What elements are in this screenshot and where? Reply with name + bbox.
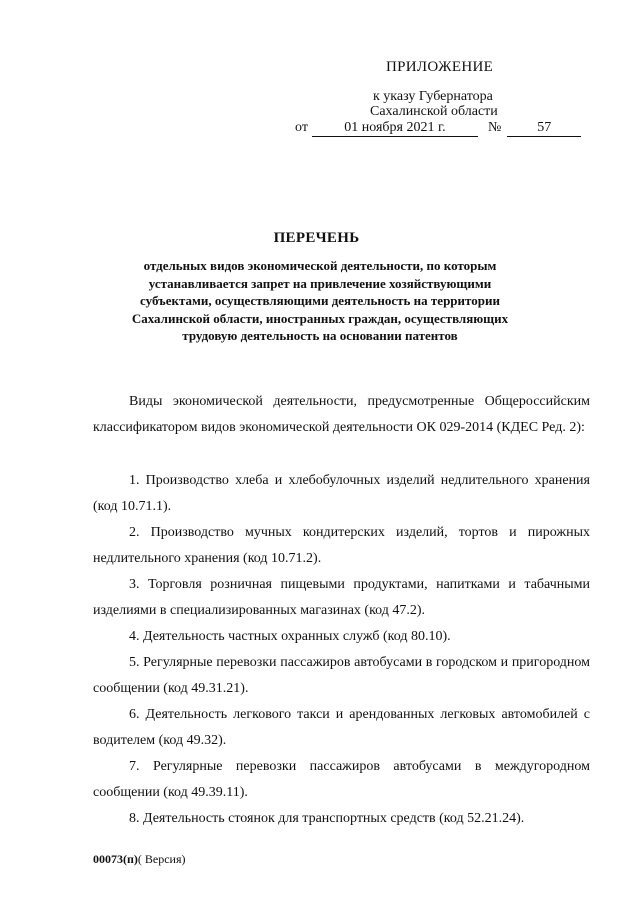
number-sign: № (487, 120, 502, 135)
intro-paragraph: Виды экономической деятельности, предусмотренные Общероссийским классификатором видов экономической деятельности ОК 029-2014 (КДЕС Ред. 2): (93, 394, 590, 435)
decree-date: 01 ноября 2021 г. (312, 120, 478, 137)
footer-version (93, 852, 186, 867)
list-item: 7. Регулярные перевозки пассажиров автобусами в междугородном сообщении (код 49.39.11). (93, 759, 590, 800)
list-item: 4. Деятельность частных охранных служб (код 80.10). (129, 629, 451, 644)
decree-date-line (295, 120, 581, 137)
appendix-title: ПРИЛОЖЕНИЕ (386, 59, 494, 75)
list-item: 5. Регулярные перевозки пассажиров автобусами в городском и пригородном сообщении (код 49.31.21). (93, 655, 590, 696)
list-item: 3. Торговля розничная пищевыми продуктами, напитками и табачными изделиями в специализированных магазинах (код 47.2). (93, 577, 590, 618)
list-item: 6. Деятельность легкового такси и арендованных легковых автомобилей с водителем (код 49.32). (93, 707, 590, 748)
decree-reference-line1: к указу Губернатора (373, 89, 493, 104)
decree-reference-line2: Сахалинской области (370, 104, 498, 119)
footer-code: 00073(п) (93, 852, 138, 866)
list-item: 8. Деятельность стоянок для транспортных средств (код 52.21.24). (129, 811, 525, 826)
footer-version-label: ( Версия) (137, 852, 186, 866)
decree-number: 57 (507, 120, 581, 137)
list-item: 1. Производство хлеба и хлебобулочных изделий недлительного хранения (код 10.71.1). (93, 473, 590, 514)
list-item: 2. Производство мучных кондитерских изделий, тортов и пирожных недлительного хранения (код 10.71.2). (93, 525, 590, 566)
document-title: ПЕРЕЧЕНЬ (273, 230, 360, 246)
document-subtitle: отдельных видов экономической деятельности, по которым устанавливается запрет на привлечение хозяйствующими субъектами, осуществляющими деятельность на территории Сахалинской области, иностранных граждан, осуществляющих трудовую деятельность на основании патентов (131, 258, 509, 343)
date-prefix: от (295, 120, 308, 135)
